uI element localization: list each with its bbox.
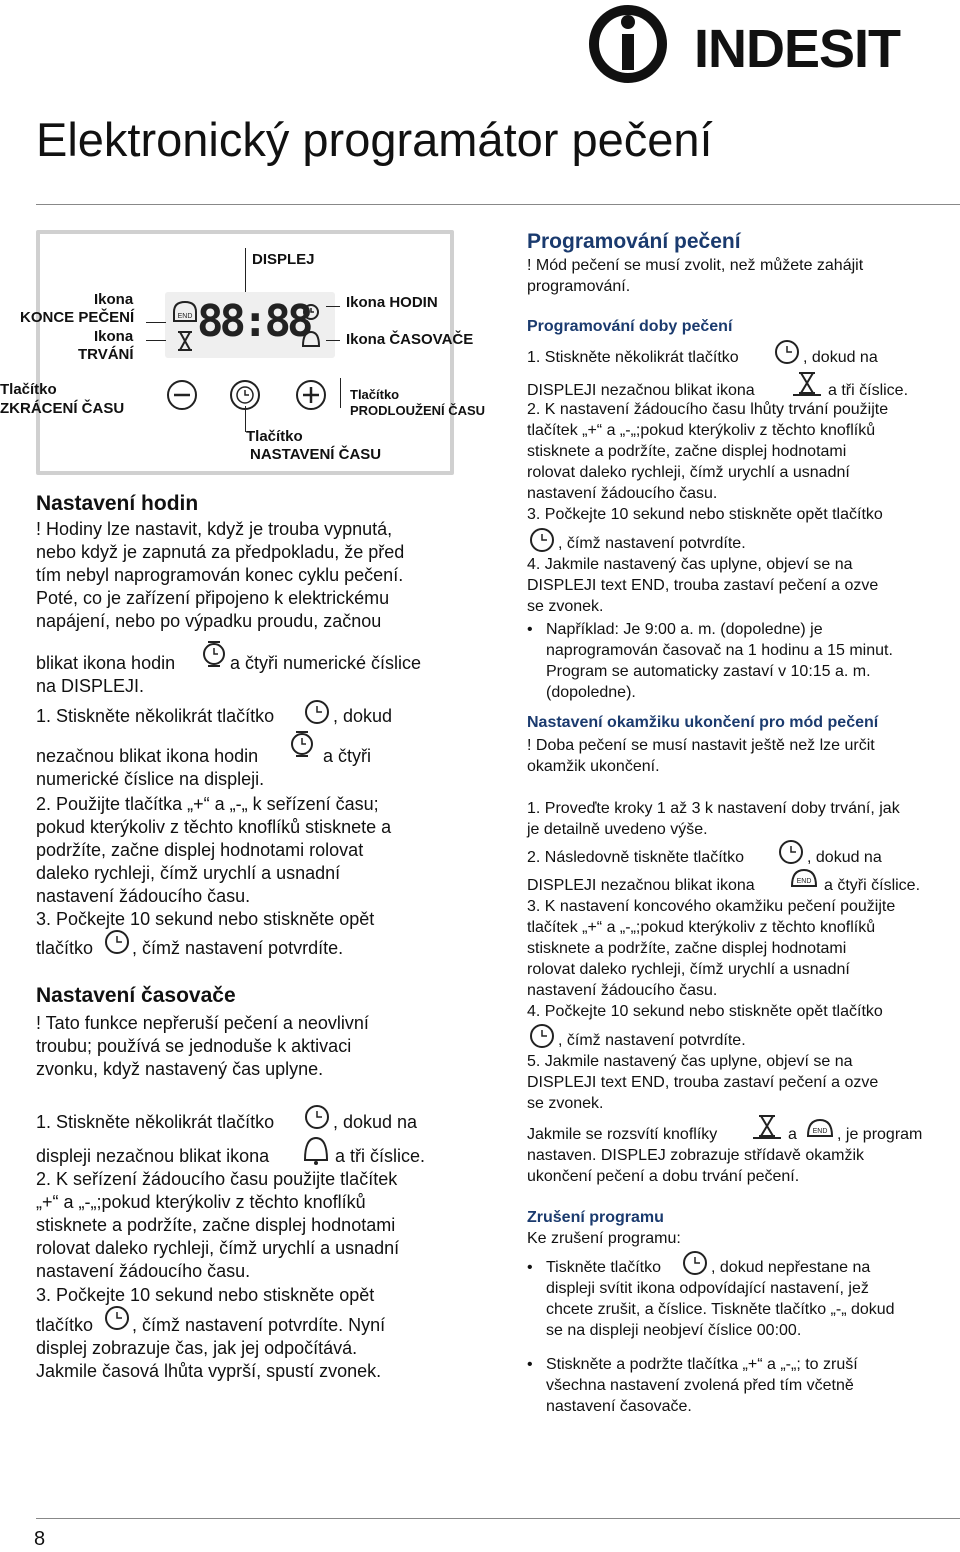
text-line: tlačítek „+“ a „-„;pokud kterýkoliv z těchto knoflíků <box>527 919 876 936</box>
text-line: 2. Použijte tlačítka „+“ a „-„ k seřízení času; <box>36 794 379 814</box>
text-line: tlačítko <box>36 938 94 958</box>
clock-bell-icons <box>298 300 324 356</box>
brand-name: INDESIT <box>694 19 901 79</box>
display-digits: 88:88 <box>197 296 310 347</box>
set-button-label-1: Tlačítko <box>246 428 303 445</box>
text-line: 2. K nastavení žádoucího času lhůty trvání použijte <box>527 401 889 418</box>
page-title: Elektronický programátor pečení <box>36 113 713 166</box>
text-line: rolovat daleko rychleji, čímž urychlí a usnadní <box>527 961 850 978</box>
text-line: ! Hodiny lze nastavit, když je trouba vypnutá, <box>36 519 393 539</box>
subheading-duration: Programování doby pečení <box>527 318 733 335</box>
timer-icon-label: Ikona ČASOVAČE <box>346 331 474 348</box>
bullet-dot: • <box>527 1259 533 1276</box>
clock-button-icon <box>302 1103 332 1131</box>
clock-icon-label: Ikona HODIN <box>346 294 438 311</box>
text-line: , čímž nastavení potvrdíte. <box>132 938 344 958</box>
text-line: Program se automaticky zastaví v 10:15 a. m. <box>546 663 871 680</box>
text-line: , čímž nastavení potvrdíte. <box>558 1032 746 1049</box>
clock-button-icon <box>102 928 132 956</box>
bullet-dot: • <box>527 621 533 638</box>
clock-button-icon <box>527 526 557 554</box>
text-line: 3. Počkejte 10 sekund nebo stiskněte opět tlačítko <box>527 506 883 523</box>
text-line: podržíte, začne displej hodnotami rolovat <box>36 840 364 860</box>
text-line: nastavení žádoucího času. <box>527 982 718 999</box>
minus-button-label-1: Tlačítko <box>0 381 57 398</box>
text-line: a čtyři numerické číslice <box>230 653 422 673</box>
text-line: se zvonek. <box>527 598 604 615</box>
end-icon-label-1: Ikona <box>94 291 134 308</box>
text-line: nastavení žádoucího času. <box>36 886 251 906</box>
displej-label: DISPLEJ <box>252 251 315 268</box>
text-line: displeji svítit ikona odpovídající nastavení, jež <box>546 1280 869 1297</box>
text-line: numerické číslice na displeji. <box>36 769 265 789</box>
text-line: , dokud na <box>807 849 882 866</box>
text-line: 1. Stiskněte několikrát tlačítko <box>527 349 739 366</box>
text-line: stisknete a podržíte, začne displej hodnotami <box>527 443 847 460</box>
heading-clock-setting: Nastavení hodin <box>36 492 199 515</box>
clock-button-icon <box>302 698 332 726</box>
bell-icon <box>300 1132 332 1166</box>
text-line: DISPLEJI text END, trouba zastaví pečení a ozve <box>527 1074 879 1091</box>
text-line: 2. Následovně tiskněte tlačítko <box>527 849 745 866</box>
hourglass-icon <box>750 1113 784 1141</box>
text-line: tlačítko <box>36 1315 94 1335</box>
text-line: DISPLEJI nezačnou blikat ikona <box>527 382 755 399</box>
text-line: Jakmile časová lhůta vyprší, spustí zvonek. <box>36 1361 382 1381</box>
plus-button-label-1: Tlačítko <box>350 387 400 402</box>
minus-button-label-2: ZKRÁCENÍ ČASU <box>0 400 125 417</box>
indesit-logo <box>576 4 956 84</box>
text-line: Například: Je 9:00 a. m. (dopoledne) je <box>546 621 823 638</box>
plus-button-label-2: PRODLOUŽENÍ ČASU <box>350 403 486 418</box>
subheading-cancel: Zrušení programu <box>527 1209 664 1226</box>
heading-baking-programming: Programování pečení <box>527 230 741 253</box>
text-line: daleko rychleji, čímž urychlí a usnadní <box>36 863 341 883</box>
end-icon <box>787 866 821 892</box>
text-line: displeji nezačnou blikat ikona <box>36 1146 270 1166</box>
text-line: ukončení pečení a dobu trvání pečení. <box>527 1168 800 1185</box>
text-line: stisknete a podržíte, začne displej hodnotami <box>527 940 847 957</box>
text-line: nastavení žádoucího času. <box>36 1261 251 1281</box>
leader-line <box>326 306 340 307</box>
page-number: 8 <box>34 1528 46 1550</box>
text-line: chcete zrušit, a číslice. Tiskněte tlačítko „-„ dokud <box>546 1301 895 1318</box>
end-icon <box>170 298 200 354</box>
text-line: Poté, co je zařízení připojeno k elektrickému <box>36 588 390 608</box>
text-line: 1. Stiskněte několikrát tlačítko <box>36 1112 275 1132</box>
text-line: DISPLEJI nezačnou blikat ikona <box>527 877 755 894</box>
text-line: zvonku, když nastavený čas uplyne. <box>36 1059 324 1079</box>
text-line: , čímž nastavení potvrdíte. <box>558 535 746 552</box>
end-icon-text: END <box>812 1128 828 1135</box>
text-line: nastaven. DISPLEJ zobrazuje střídavě okamžik <box>527 1147 865 1164</box>
clock-button-icon <box>102 1304 132 1332</box>
plus-button-icon[interactable] <box>294 378 328 412</box>
duration-icon-label-2: TRVÁNÍ <box>78 346 134 363</box>
text-line: stisknete a podržíte, začne displej hodnotami <box>36 1215 396 1235</box>
text-line: naprogramován časovač na 1 hodinu a 15 minut. <box>546 642 893 659</box>
leader-line <box>340 378 341 408</box>
minus-button-icon[interactable] <box>165 378 199 412</box>
text-line: „+“ a „-„;pokud kterýkoliv z těchto knoflíků <box>36 1192 366 1212</box>
text-line: 3. Počkejte 10 sekund nebo stiskněte opět <box>36 909 375 929</box>
duration-icon-label-1: Ikona <box>94 328 134 345</box>
text-line: se zvonek. <box>527 1095 604 1112</box>
text-line: nastavení časovače. <box>546 1398 692 1415</box>
text-line: všechna nastavení zvolená před tím včetně <box>546 1377 854 1394</box>
text-line: 1. Stiskněte několikrát tlačítko <box>36 706 275 726</box>
text-line: okamžik ukončení. <box>527 758 660 775</box>
text-line: 4. Jakmile nastavený čas uplyne, objeví se na <box>527 556 853 573</box>
text-line: rolovat daleko rychleji, čímž urychlí a usnadní <box>527 464 850 481</box>
text-line: DISPLEJI text END, trouba zastaví pečení a ozve <box>527 577 879 594</box>
text-line: , je program <box>837 1126 923 1143</box>
leader-line <box>326 340 340 341</box>
text-line: tlačítek „+“ a „-„;pokud kterýkoliv z těchto knoflíků <box>527 422 876 439</box>
end-icon-text: END <box>177 313 193 320</box>
text-line: se na displeji neobjeví číslice 00:00. <box>546 1322 802 1339</box>
clock-icon <box>200 640 228 670</box>
text-line: (dopoledne). <box>546 684 636 701</box>
text-line: 4. Počkejte 10 sekund nebo stiskněte opět tlačítko <box>527 1003 883 1020</box>
text-line: 1. Proveďte kroky 1 až 3 k nastavení doby trvání, jak <box>527 800 900 817</box>
text-line: , dokud nepřestane na <box>711 1259 871 1276</box>
text-line: a <box>788 1126 797 1143</box>
text-line: rolovat daleko rychleji, čímž urychlí a usnadní <box>36 1238 400 1258</box>
text-line: ! Tato funkce nepřeruší pečení a neovlivní <box>36 1013 369 1033</box>
text-line: a čtyři <box>323 746 372 766</box>
text-line: , dokud na <box>333 1112 418 1132</box>
text-line: 3. Počkejte 10 sekund nebo stiskněte opět <box>36 1285 375 1305</box>
clock-button-icon <box>772 338 802 366</box>
text-line: ! Mód pečení se musí zvolit, než můžete zahájit <box>527 257 864 274</box>
text-line: nebo když je zapnutá za předpokladu, že před <box>36 542 405 562</box>
text-line: displej zobrazuje čas, jak jej odpočítává. <box>36 1338 358 1358</box>
set-button-label-2: NASTAVENÍ ČASU <box>250 446 382 463</box>
text-line: troubu; používá se jednoduše k aktivaci <box>36 1036 352 1056</box>
text-line: nastavení žádoucího času. <box>527 485 718 502</box>
text-line: napájení, nebo po výpadku proudu, začnou <box>36 611 382 631</box>
subheading-end-time: Nastavení okamžiku ukončení pro mód pečení <box>527 714 879 731</box>
text-line: je detailně uvedeno výše. <box>527 821 708 838</box>
text-line: Ke zrušení programu: <box>527 1230 681 1247</box>
heading-timer-setting: Nastavení časovače <box>36 984 236 1007</box>
hourglass-icon <box>790 370 824 398</box>
text-line: tím nebyl naprogramován konec cyklu pečení. <box>36 565 404 585</box>
text-line: , dokud <box>333 706 393 726</box>
text-line: na DISPLEJI. <box>36 676 145 696</box>
header-rule <box>36 204 960 205</box>
clock-icon <box>288 730 316 760</box>
clock-button-icon <box>527 1022 557 1050</box>
end-icon-label-2: KONCE PEČENÍ <box>20 309 135 326</box>
leader-line <box>146 340 166 341</box>
text-line: Stiskněte a podržte tlačítka „+“ a „-„; to zruší <box>546 1356 858 1373</box>
leader-line <box>245 248 246 292</box>
text-line: programování. <box>527 278 631 295</box>
text-line: 2. K seřízení žádoucího času použijte tlačítek <box>36 1169 398 1189</box>
text-line: a tři číslice. <box>335 1146 426 1166</box>
text-line: nezačnou blikat ikona hodin <box>36 746 259 766</box>
text-line: Jakmile se rozsvítí knoflíky <box>527 1126 718 1143</box>
text-line: pokud kterýkoliv z těchto knoflíků stisknete a <box>36 817 392 837</box>
text-line: , dokud na <box>803 349 878 366</box>
footer-rule <box>36 1518 960 1519</box>
clock-button-icon <box>680 1249 710 1277</box>
text-line: 5. Jakmile nastavený čas uplyne, objeví se na <box>527 1053 853 1070</box>
text-line: ! Doba pečení se musí nastavit ještě než lze určit <box>527 737 875 754</box>
clock-button-icon <box>776 838 806 866</box>
text-line: a čtyři číslice. <box>824 877 921 894</box>
end-icon-text: END <box>796 878 812 885</box>
text-line: a tři číslice. <box>828 382 909 399</box>
leader-line <box>146 322 166 323</box>
text-line: 3. K nastavení koncového okamžiku pečení použijte <box>527 898 896 915</box>
end-icon <box>803 1116 837 1142</box>
text-line: , čímž nastavení potvrdíte. Nyní <box>132 1315 386 1335</box>
text-line: Tiskněte tlačítko <box>546 1259 662 1276</box>
bullet-dot: • <box>527 1356 533 1373</box>
text-line: blikat ikona hodin <box>36 653 176 673</box>
